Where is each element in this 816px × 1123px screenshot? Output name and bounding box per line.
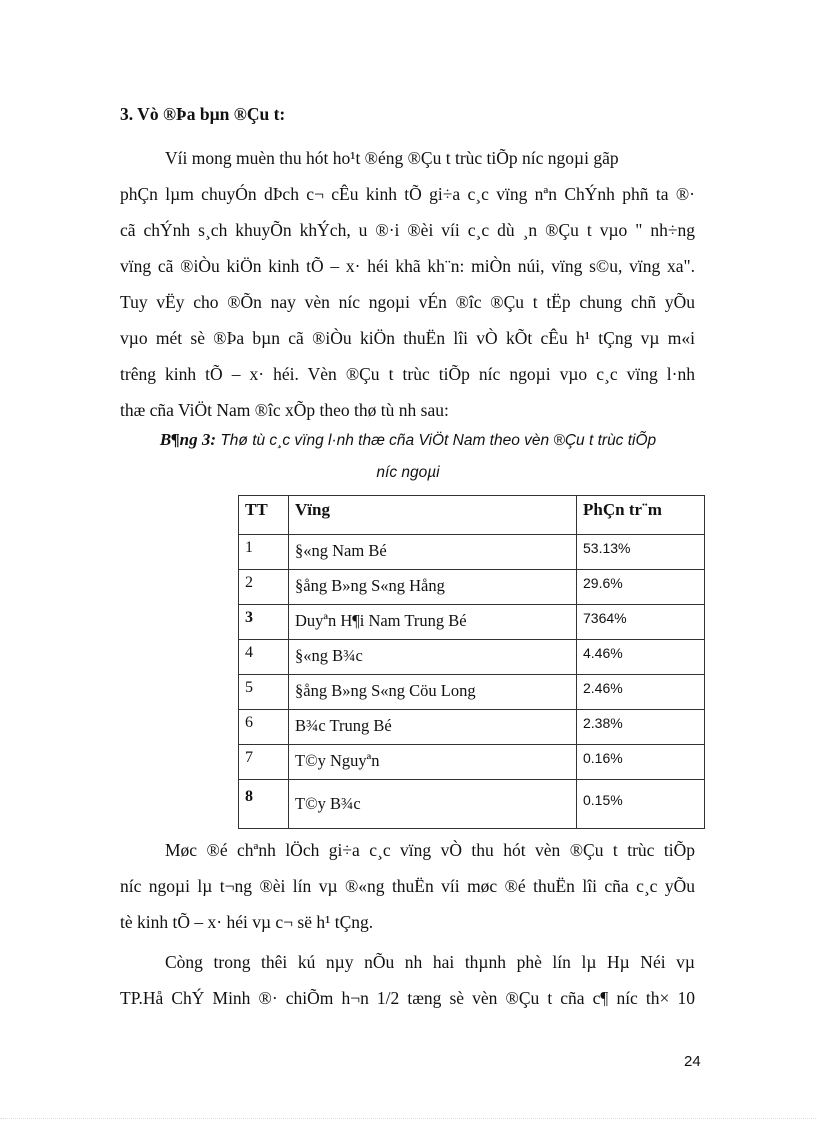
header-region: Vïng [289,496,577,535]
cell-tt: 2 [239,570,289,605]
page-number: 24 [684,1053,701,1070]
cell-region: T©y Nguyªn [289,745,577,780]
text-line: Còng trong thêi kú nµy nÕu nh hai thµnh phè lín lµ Hµ Néi vµ [165,952,695,972]
table-row [239,535,705,570]
text-line: níc ngoµi lµ t¬ng ®èi lín vµ ®«ng thuËn víi møc ®é thuËn lîi cña c¸c yÕu [120,876,695,896]
cell-tt: 7 [239,745,289,780]
cell-percent: 0.15% [577,780,705,829]
cell-region: §ång B»ng S«ng Cöu Long [289,675,577,710]
cell-tt: 6 [239,710,289,745]
header-tt: TT [239,496,289,535]
text-line: Møc ®é chªnh lÖch gi÷a c¸c vïng vÒ thu hót vèn ®Çu t trùc tiÕp [165,840,695,860]
text-line: trêng kinh tÕ – x· héi. Vèn ®Çu t trùc tiÕp níc ngoµi vµo c¸c vïng l·nh [120,364,695,384]
text-line: tè kinh tÕ – x· héi vµ c¬ së h¹ tÇng. [120,912,374,932]
table-row [239,710,705,745]
table-row [239,780,705,829]
text-line: vïng cã ®iÒu kiÖn kinh tÕ – x· héi khã kh¨n: miÒn núi, vïng s©u, vïng xa". [120,256,695,276]
cell-region: T©y B¾c [289,780,577,829]
table-caption-title: Thø tù c¸c vïng l·nh thæ cña ViÖt Nam theo vèn ®Çu t trùc tiÕp [216,432,657,449]
table-caption-continued: níc ngoµi [376,464,440,481]
cell-tt: 1 [239,535,289,570]
cell-percent: 53.13% [577,535,705,570]
cell-tt: 5 [239,675,289,710]
section-heading: 3. Vò ®Þa bµn ®Çu t: [120,104,286,124]
region-ranking-table [238,495,705,829]
text-line: Víi mong muèn thu hót ho¹t ®éng ®Çu t trùc tiÕp níc ngoµi gãp [165,148,619,168]
text-line: TP.Hå ChÝ Minh ®· chiÕm h¬n 1/2 tæng sè vèn ®Çu t cña c¶ níc th× 10 [120,988,695,1008]
table-caption-label: B¶ng 3: [159,430,217,449]
cell-tt: 8 [239,780,289,829]
page-bottom-edge [0,1118,816,1119]
cell-percent: 4.46% [577,640,705,675]
text-line: thæ cña ViÖt Nam ®îc xÕp theo thø tù nh sau: [120,400,449,420]
cell-region: Duyªn H¶i Nam Trung Bé [289,605,577,640]
cell-region: B¾c Trung Bé [289,710,577,745]
table-row [239,605,705,640]
text-line: phÇn lµm chuyÓn dÞch c¬ cÊu kinh tÕ gi÷a c¸c vïng nªn ChÝnh phñ ta ®· [120,184,695,204]
cell-tt: 3 [239,605,289,640]
cell-percent: 2.38% [577,710,705,745]
table-row [239,675,705,710]
text-line: cã chÝnh s¸ch khuyÕn khÝch, u ®·i ®èi víi c¸c dù ¸n ®Çu t vµo " nh÷ng [120,220,695,240]
cell-percent: 7364% [577,605,705,640]
table-row [239,640,705,675]
cell-region: §«ng Nam Bé [289,535,577,570]
table-header-row [239,496,705,535]
cell-region: §«ng B¾c [289,640,577,675]
text-line: Tuy vËy cho ®Õn nay vèn níc ngoµi vÉn ®îc ®Çu t tËp chung chñ yÕu [120,292,695,312]
cell-percent: 29.6% [577,570,705,605]
cell-tt: 4 [239,640,289,675]
table-row [239,745,705,780]
cell-region: §ång B»ng S«ng Hång [289,570,577,605]
cell-percent: 0.16% [577,745,705,780]
table-row [239,570,705,605]
cell-percent: 2.46% [577,675,705,710]
text-line: vµo mét sè ®Þa bµn cã ®iÒu kiÖn thuËn lîi vÒ kÕt cÊu h¹ tÇng vµ m«i [120,328,695,348]
header-percent: PhÇn tr¨m [577,496,705,535]
table-caption [0,430,816,450]
